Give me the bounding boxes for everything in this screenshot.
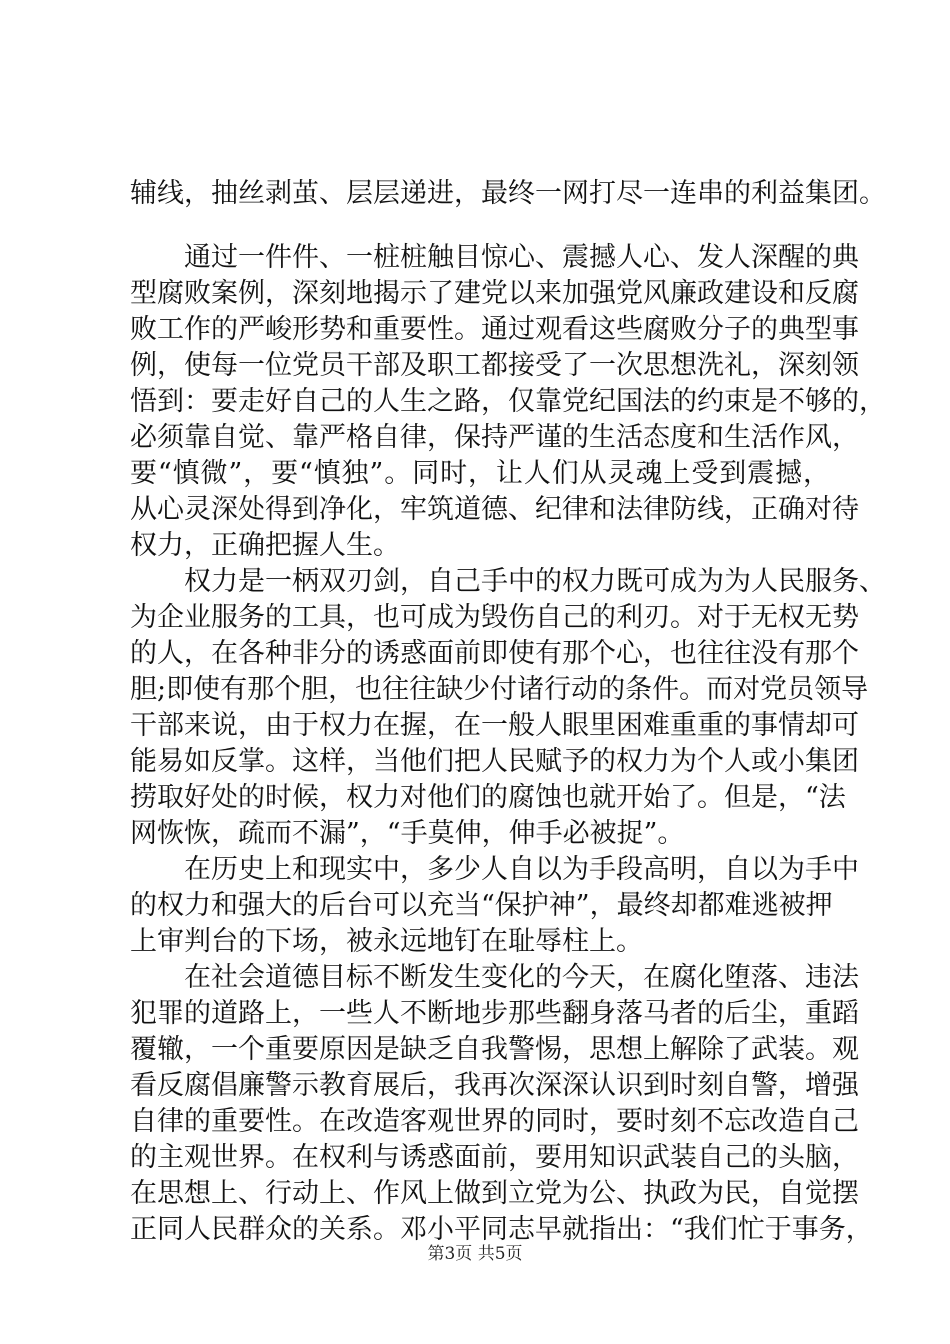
text-line: 要“慎微”，要“慎独”。同时，让人们从灵魂上受到震撼， — [130, 458, 830, 489]
text-line: 犯罪的道路上，一些人不断地步那些翻身落马者的后尘，重蹈 — [130, 998, 859, 1029]
page-number-footer: 第3页 共5页 — [427, 1244, 523, 1264]
text-line: 为企业服务的工具，也可成为毁伤自己的利刃。对于无权无势 — [130, 602, 859, 633]
text-line: 的主观世界。在权利与诱惑面前，要用知识武装自己的头脑， — [130, 1142, 859, 1173]
text-line: 悟到：要走好自己的人生之路，仅靠党纪国法的约束是不够的， — [130, 386, 886, 417]
text-line: 的人，在各种非分的诱惑面前即使有那个心，也往往没有那个 — [130, 638, 859, 669]
text-line: 捞取好处的时候，权力对他们的腐蚀也就开始了。但是，“法 — [130, 782, 846, 813]
text-line: 在思想上、行动上、作风上做到立党为公、执政为民，自觉摆 — [130, 1178, 859, 1209]
text-line: 胆;即使有那个胆，也往往缺少付诸行动的条件。而对党员领导 — [130, 674, 869, 705]
text-line: 败工作的严峻形势和重要性。通过观看这些腐败分子的典型事 — [130, 314, 859, 345]
text-line: 通过一件件、一桩桩触目惊心、震撼人心、发人深醒的典 — [184, 242, 859, 273]
text-line: 覆辙，一个重要原因是缺乏自我警惕，思想上解除了武装。观 — [130, 1034, 859, 1065]
text-line: 干部来说，由于权力在握，在一般人眼里困难重重的事情却可 — [130, 710, 859, 741]
text-line: 自律的重要性。在改造客观世界的同时，要时刻不忘改造自己 — [130, 1106, 859, 1137]
text-line: 型腐败案例，深刻地揭示了建党以来加强党风廉政建设和反腐 — [130, 278, 859, 309]
text-line: 的权力和强大的后台可以充当“保护神”，最终却都难逃被押 — [130, 890, 833, 921]
text-line: 上审判台的下场，被永远地钉在耻辱柱上。 — [130, 926, 643, 957]
text-line: 能易如反掌。这样，当他们把人民赋予的权力为个人或小集团 — [130, 746, 859, 777]
text-line: 从心灵深处得到净化，牢筑道德、纪律和法律防线，正确对待 — [130, 494, 859, 525]
text-line: 看反腐倡廉警示教育展后，我再次深深认识到时刻自警，增强 — [130, 1070, 859, 1101]
text-line: 辅线，抽丝剥茧、层层递进，最终一网打尽一连串的利益集团。 — [130, 178, 886, 209]
text-line: 在社会道德目标不断发生变化的今天，在腐化堕落、违法 — [184, 962, 859, 993]
text-line: 在历史上和现实中，多少人自以为手段高明，自以为手中 — [184, 854, 859, 885]
text-line: 例，使每一位党员干部及职工都接受了一次思想洗礼，深刻领 — [130, 350, 859, 381]
text-line: 必须靠自觉、靠严格自律，保持严谨的生活态度和生活作风， — [130, 422, 859, 453]
text-line: 权力，正确把握人生。 — [130, 530, 400, 561]
text-line: 网恢恢，疏而不漏”，“手莫伸，伸手必被捉”。 — [130, 818, 685, 849]
text-line: 正同人民群众的关系。邓小平同志早就指出：“我们忙于事务， — [130, 1214, 873, 1245]
text-line: 权力是一柄双刃剑，自己手中的权力既可成为为人民服务、 — [184, 566, 886, 597]
